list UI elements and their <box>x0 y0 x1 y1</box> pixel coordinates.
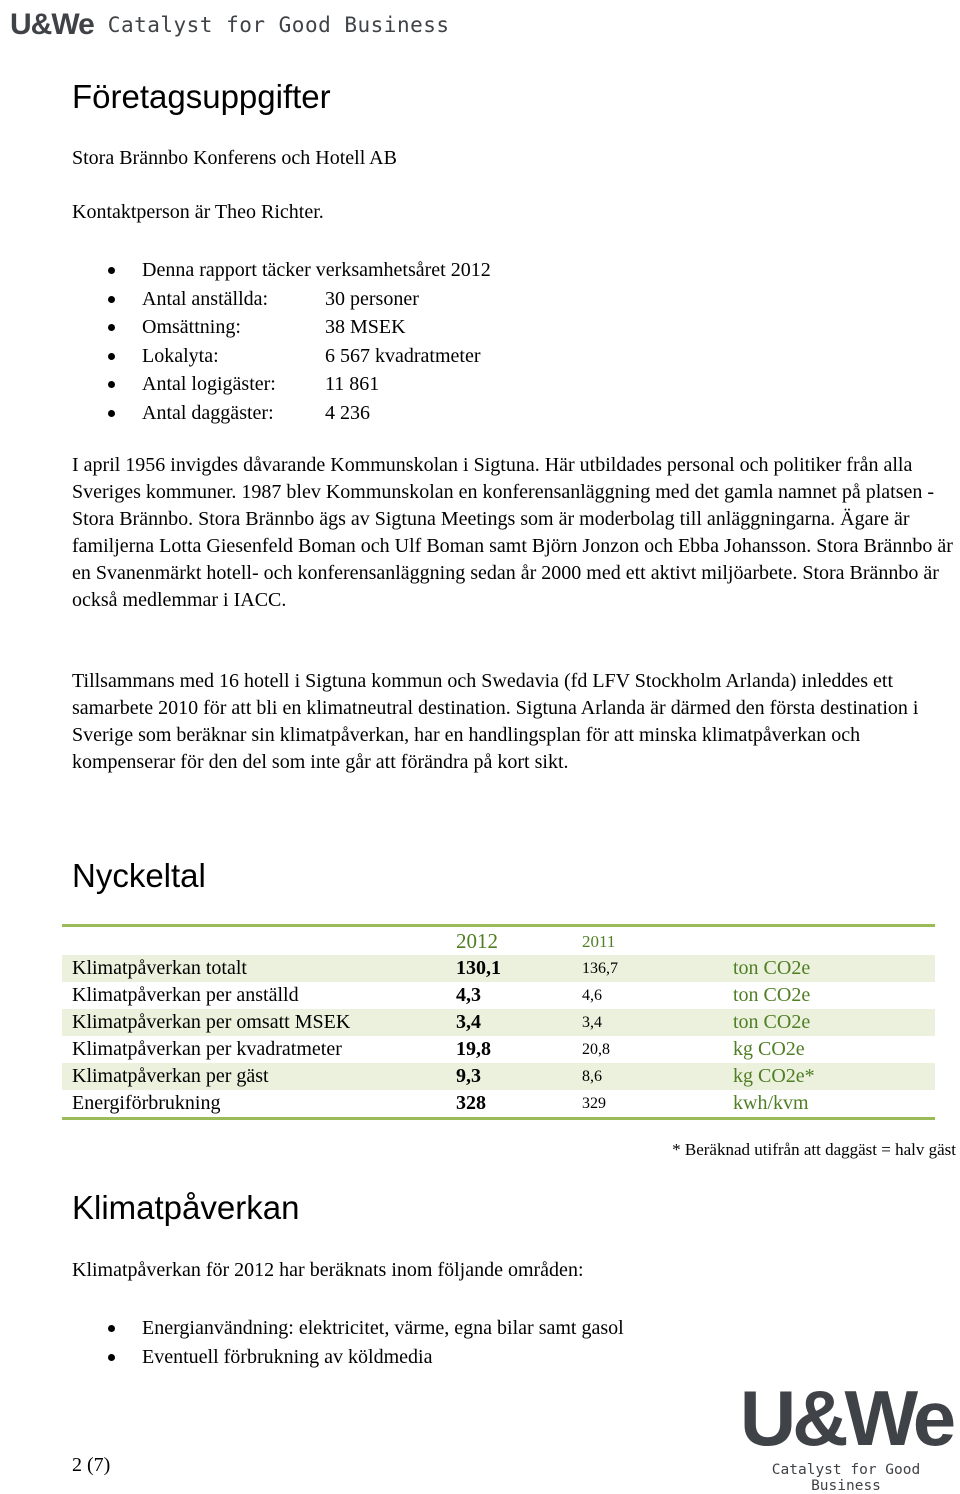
value-2011: 8,6 <box>572 1063 723 1090</box>
unit: kg CO2e <box>733 1038 805 1060</box>
fact-label: Antal daggäster: <box>142 401 274 424</box>
value-2011: 4,6 <box>582 987 602 1004</box>
page-number: 2 (7) <box>72 1454 111 1476</box>
value-2012: 328 <box>456 1092 486 1114</box>
fact-value: 38 MSEK <box>325 316 406 339</box>
table-row <box>62 1063 935 1090</box>
contact-person: Kontaktperson är Theo Richter. <box>72 201 324 223</box>
header-2012: 2012 <box>456 929 498 953</box>
value-2011: 20,8 <box>582 1041 610 1058</box>
value-2012: 130,1 <box>446 955 572 982</box>
table-row <box>62 1036 935 1063</box>
list-item <box>72 256 491 285</box>
unit: kwh/kvm <box>733 1092 809 1114</box>
fact-label: Lokalyta: <box>142 344 219 367</box>
logo-mark: U&We <box>10 8 94 41</box>
footer-logo <box>736 1374 956 1494</box>
value-2011: 136,7 <box>572 955 723 982</box>
table-row <box>62 1090 935 1117</box>
unit: ton CO2e <box>723 1009 935 1036</box>
list-item: Energianvändning: elektricitet, värme, egna bilar samt gasol <box>72 1314 624 1343</box>
value-2012: 3,4 <box>446 1009 572 1036</box>
row-label: Energiförbrukning <box>72 1092 221 1114</box>
unit: ton CO2e <box>733 984 811 1006</box>
fact-value: 30 personer <box>325 287 419 310</box>
climate-intro: Klimatpåverkan för 2012 har beräknats inom följande områden: <box>72 1259 584 1281</box>
list-item <box>72 313 491 342</box>
section-heading-keyfigures: Nyckeltal <box>72 857 206 894</box>
history-paragraph: I april 1956 invigdes dåvarande Kommunskolan i Sigtuna. Här utbildades personal och politiker från alla Sveriges kommuner. 1987 blev Kommunskolan en konferensanläggning med det gamla namnet på platsen - Stora Brännbo. Stora Brännbo ägs av Sigtuna Meetings som är moderbolag till anläggningarna. Ägare är familjerna Lotta Giesenfeld Boman och Ulf Boman samt Björn Jonzon och Ebba Johansson. Stora Brännbo är en Svanenmärkt hotell- och konferensanläggning sedan år 2000 med ett aktivt miljöarbete. Stora Brännbo är också medlemmar i IACC. <box>72 454 953 611</box>
fact-label: Antal anställda: <box>142 287 269 310</box>
company-facts-list <box>72 256 491 428</box>
table-row <box>62 1009 935 1036</box>
list-item <box>72 342 491 371</box>
cooperation-paragraph: Tillsammans med 16 hotell i Sigtuna kommun och Swedavia (fd LFV Stockholm Arlanda) inleddes ett samarbete 2010 för att bli en klimatneutral destination. Sigtuna Arlanda är därmed den första destination i Sverige som beräknar sin klimatpåverkan, har en handlingsplan för att minska klimatpåverkan och kompenserar för den del som inte går att förändra på kort sikt. <box>72 670 919 773</box>
table-footnote: * Beräknad utifrån att daggäst = halv gäst <box>672 1140 956 1159</box>
unit: ton CO2e <box>723 955 935 982</box>
value-2012: 19,8 <box>456 1038 491 1060</box>
list-item <box>72 285 491 314</box>
value-2011: 329 <box>582 1095 606 1112</box>
logo-tagline: Catalyst for Good Business <box>107 13 450 37</box>
list-item <box>72 370 491 399</box>
value-2012: 4,3 <box>456 984 481 1006</box>
row-label: Klimatpåverkan per omsatt MSEK <box>62 1009 446 1036</box>
header-2011: 2011 <box>582 932 616 951</box>
table-header-row <box>62 927 935 955</box>
climate-areas-list <box>72 1314 624 1372</box>
keyfigures-table <box>62 924 935 1120</box>
header-logo <box>10 8 450 42</box>
table-bottom-rule <box>62 1117 935 1120</box>
fact-value: 6 567 kvadratmeter <box>325 344 481 367</box>
fact-label: Denna rapport täcker verksamhetsåret 2012 <box>142 259 491 281</box>
company-name: Stora Brännbo Konferens och Hotell AB <box>72 147 397 169</box>
section-heading-climate: Klimatpåverkan <box>72 1189 300 1226</box>
row-label: Klimatpåverkan per gäst <box>62 1063 446 1090</box>
fact-label: Antal logigäster: <box>142 373 276 396</box>
footer-logo-tagline: Catalyst for Good Business <box>771 1462 921 1494</box>
row-label: Klimatpåverkan per anställd <box>72 984 299 1006</box>
list-item: Eventuell förbrukning av köldmedia <box>72 1343 624 1372</box>
table-row <box>62 955 935 982</box>
section-heading-company: Företagsuppgifter <box>72 78 331 115</box>
list-item <box>72 399 491 428</box>
row-label: Klimatpåverkan totalt <box>62 955 446 982</box>
table-row <box>62 982 935 1009</box>
fact-value: 4 236 <box>325 401 370 424</box>
value-2011: 3,4 <box>572 1009 723 1036</box>
row-label: Klimatpåverkan per kvadratmeter <box>72 1038 342 1060</box>
fact-value: 11 861 <box>325 373 380 396</box>
fact-label: Omsättning: <box>142 316 241 339</box>
value-2012: 9,3 <box>446 1063 572 1090</box>
footer-logo-mark: U&We <box>739 1374 953 1462</box>
unit: kg CO2e* <box>723 1063 935 1090</box>
